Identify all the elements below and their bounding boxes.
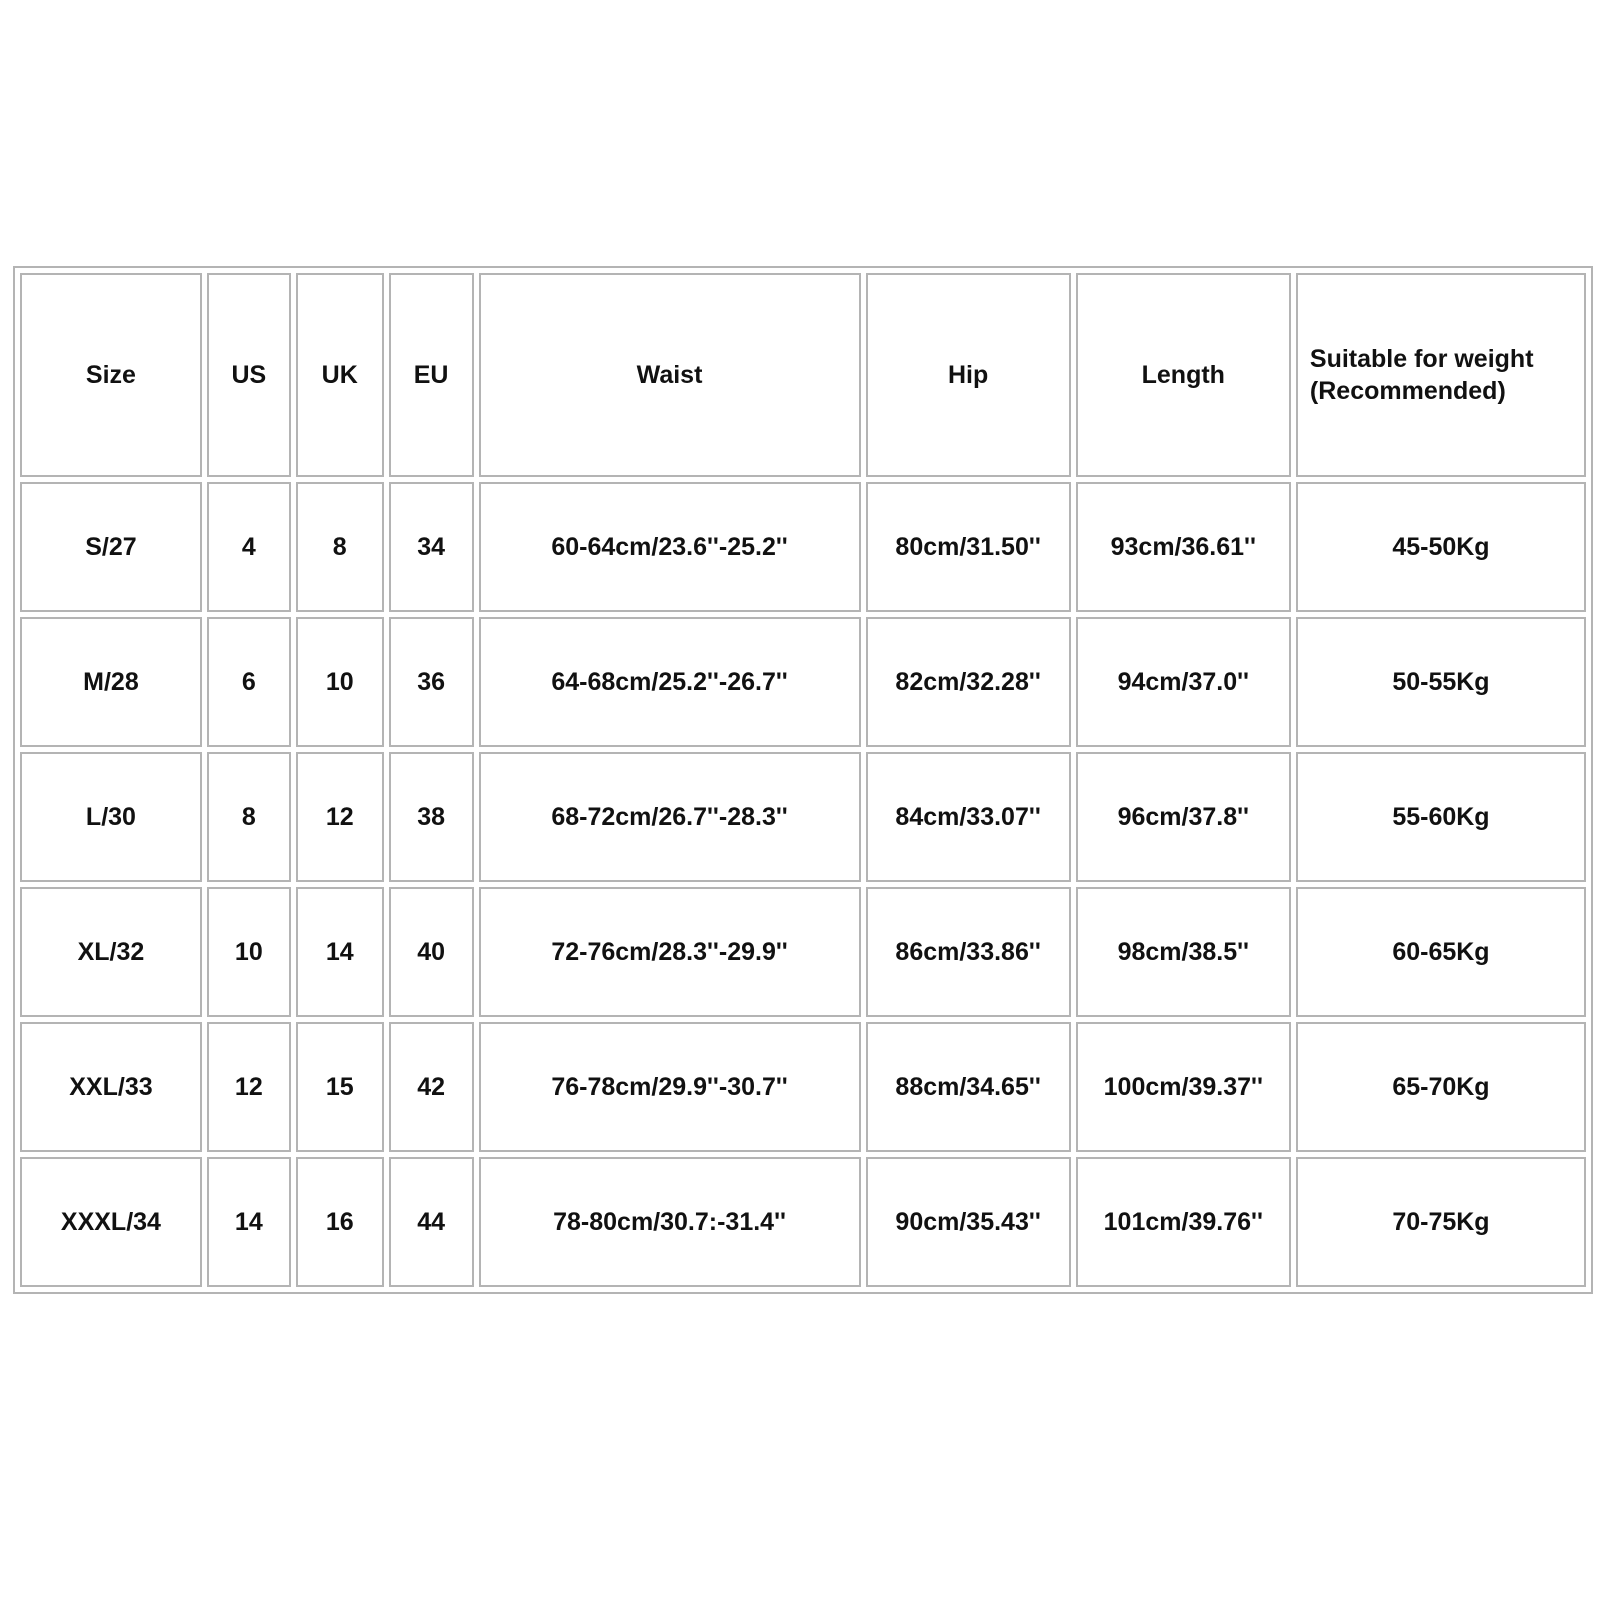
cell-waist: 72-76cm/28.3''-29.9'' bbox=[479, 887, 861, 1017]
cell-us: 6 bbox=[207, 617, 291, 747]
cell-size: XL/32 bbox=[20, 887, 202, 1017]
cell-uk: 14 bbox=[296, 887, 384, 1017]
cell-waist: 76-78cm/29.9''-30.7'' bbox=[479, 1022, 861, 1152]
cell-us: 8 bbox=[207, 752, 291, 882]
cell-length: 94cm/37.0'' bbox=[1076, 617, 1291, 747]
header-us: US bbox=[207, 273, 291, 477]
table-row bbox=[20, 617, 1586, 747]
cell-weight: 55-60Kg bbox=[1296, 752, 1586, 882]
cell-hip: 86cm/33.86'' bbox=[866, 887, 1071, 1017]
cell-length: 98cm/38.5'' bbox=[1076, 887, 1291, 1017]
header-row bbox=[20, 273, 1586, 477]
cell-eu: 38 bbox=[389, 752, 474, 882]
cell-size: M/28 bbox=[20, 617, 202, 747]
header-length: Length bbox=[1076, 273, 1291, 477]
header-weight-line1: Suitable for weight bbox=[1309, 345, 1534, 373]
size-chart-table bbox=[13, 266, 1593, 1294]
cell-uk: 15 bbox=[296, 1022, 384, 1152]
header-eu: EU bbox=[389, 273, 474, 477]
cell-us: 10 bbox=[207, 887, 291, 1017]
header-size: Size bbox=[20, 273, 202, 477]
cell-eu: 40 bbox=[389, 887, 474, 1017]
cell-us: 14 bbox=[207, 1157, 291, 1287]
cell-size: XXL/33 bbox=[20, 1022, 202, 1152]
cell-length: 93cm/36.61'' bbox=[1076, 482, 1291, 612]
cell-eu: 36 bbox=[389, 617, 474, 747]
table-row bbox=[20, 482, 1586, 612]
cell-eu: 42 bbox=[389, 1022, 474, 1152]
cell-waist: 64-68cm/25.2''-26.7'' bbox=[479, 617, 861, 747]
header-uk: UK bbox=[296, 273, 384, 477]
cell-length: 101cm/39.76'' bbox=[1076, 1157, 1291, 1287]
cell-uk: 10 bbox=[296, 617, 384, 747]
cell-us: 4 bbox=[207, 482, 291, 612]
cell-hip: 80cm/31.50'' bbox=[866, 482, 1071, 612]
header-weight-line2: (Recommended) bbox=[1309, 377, 1506, 405]
cell-hip: 90cm/35.43'' bbox=[866, 1157, 1071, 1287]
cell-uk: 16 bbox=[296, 1157, 384, 1287]
cell-hip: 82cm/32.28'' bbox=[866, 617, 1071, 747]
cell-weight: 65-70Kg bbox=[1296, 1022, 1586, 1152]
table-row bbox=[20, 1022, 1586, 1152]
cell-waist: 60-64cm/23.6''-25.2'' bbox=[479, 482, 861, 612]
header-weight bbox=[1296, 273, 1586, 477]
table-row bbox=[20, 1157, 1586, 1287]
header-hip: Hip bbox=[866, 273, 1071, 477]
cell-weight: 50-55Kg bbox=[1296, 617, 1586, 747]
cell-hip: 88cm/34.65'' bbox=[866, 1022, 1071, 1152]
cell-uk: 8 bbox=[296, 482, 384, 612]
cell-length: 96cm/37.8'' bbox=[1076, 752, 1291, 882]
cell-uk: 12 bbox=[296, 752, 384, 882]
cell-weight: 60-65Kg bbox=[1296, 887, 1586, 1017]
header-waist: Waist bbox=[479, 273, 861, 477]
cell-us: 12 bbox=[207, 1022, 291, 1152]
cell-size: L/30 bbox=[20, 752, 202, 882]
table-row bbox=[20, 752, 1586, 882]
cell-length: 100cm/39.37'' bbox=[1076, 1022, 1291, 1152]
cell-hip: 84cm/33.07'' bbox=[866, 752, 1071, 882]
cell-eu: 44 bbox=[389, 1157, 474, 1287]
cell-weight: 70-75Kg bbox=[1296, 1157, 1586, 1287]
cell-eu: 34 bbox=[389, 482, 474, 612]
cell-size: XXXL/34 bbox=[20, 1157, 202, 1287]
cell-waist: 68-72cm/26.7''-28.3'' bbox=[479, 752, 861, 882]
cell-size: S/27 bbox=[20, 482, 202, 612]
cell-waist: 78-80cm/30.7:-31.4'' bbox=[479, 1157, 861, 1287]
table-row bbox=[20, 887, 1586, 1017]
cell-weight: 45-50Kg bbox=[1296, 482, 1586, 612]
